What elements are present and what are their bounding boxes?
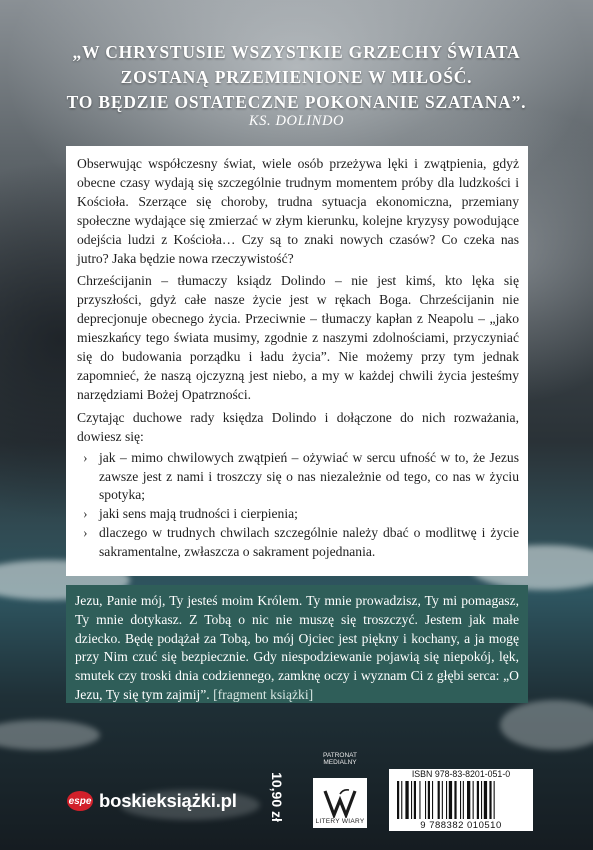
espe-logo-icon: espe bbox=[67, 791, 93, 811]
sea-foam bbox=[500, 700, 593, 750]
price-text: 10,90 zł bbox=[269, 772, 285, 822]
list-item bbox=[77, 449, 519, 506]
quote-line: ZOSTANĄ PRZEMIENIONE W MIŁOŚĆ. bbox=[120, 67, 473, 87]
list-item bbox=[77, 505, 519, 524]
media-patronage-label bbox=[316, 752, 364, 766]
cover-quote bbox=[0, 40, 593, 115]
sea-foam bbox=[0, 720, 100, 750]
isbn-barcode bbox=[389, 769, 533, 831]
list-item-text: dlaczego w trudnych chwilach szczególnie należy dbać o modlitwę i życie sakramentalne, zwłaszcza o sakrament pojednania. bbox=[99, 525, 519, 560]
list-item-text: jak – mimo chwilowych zwątpień – ożywiać w sercu ufność w to, że Jezus zawsze jest z nami i troszczy się o nas niezależnie od tego, co nas w życiu spotyka; bbox=[99, 449, 519, 503]
excerpt-box bbox=[66, 585, 528, 703]
publisher-website: boskieksiążki.pl bbox=[99, 790, 237, 811]
isbn-label: ISBN 978-83-8201-051-0 bbox=[411, 769, 511, 779]
barcode-icon bbox=[395, 781, 527, 819]
chevron-right-icon: › bbox=[83, 506, 88, 522]
list-item-text: jaki sens mają trudności i cierpienia; bbox=[99, 506, 298, 522]
excerpt-source: [fragment książki] bbox=[213, 686, 314, 702]
quote-author: KS. DOLINDO bbox=[248, 113, 345, 129]
excerpt-text: Jezu, Panie mój, Ty jesteś moim Królem. Ty mnie prowadzisz, Ty mi pomagasz, Ty mnie dotykasz. Z Tobą o nic nie muszę się troszczyć. Jestem jak małe dziecko. Będę podążał za Tobą, bo mój Ojciec jest piękny i kochany, a ja mogę przy Nim czuć się bezpiecznie. Gdy niespodziewanie pojawią się niepokój, lęk, smutek czy troski dnia codziennego, zamknę oczy i wyznam Ci z głębi serca: „O Jezu, Ty się tym zajmij”. bbox=[75, 593, 519, 702]
list-item bbox=[77, 524, 519, 562]
chevron-right-icon: › bbox=[83, 525, 88, 541]
description-paragraph: Chrześcijanin – tłumaczy ksiądz Dolindo – nie jest kimś, kto lęka się przyszłości, gdyż całe nasze życie jest w rękach Boga. Chrześcijanin nie deprecjonuje obecnego życia. Przeciwnie – tłumaczy kapłan z Neapolu – „jako mieszkańcy tego świata musimy, zgodnie z naszymi zdolnościami, przyczyniać się do budowania porządku i ładu życia”. Nie możemy przy tym jednak zapomnieć, że naszą ojczyzną jest niebo, a my w każdej chwili życia jesteśmy narzędziami Bożej Opatrzności. bbox=[77, 273, 519, 402]
litery-wiary-logo bbox=[313, 778, 367, 828]
description-panel bbox=[66, 146, 528, 576]
barcode-digits: 9 788382 010510 bbox=[420, 820, 502, 831]
media-logo-text: LITERY WIARY bbox=[315, 818, 365, 825]
patronat-line: PATRONAT bbox=[323, 752, 357, 759]
publisher-logo bbox=[67, 790, 237, 812]
patronat-line: MEDIALNY bbox=[323, 759, 357, 766]
description-paragraph: Czytając duchowe rady księdza Dolindo i dołączone do nich rozważania, dowiesz się: bbox=[77, 409, 519, 444]
quote-line: TO BĘDZIE OSTATECZNE POKONANIE SZATANA”. bbox=[66, 92, 527, 112]
w-monogram-icon bbox=[323, 788, 357, 818]
description-paragraph: Obserwując współczesny świat, wiele osób przeżywa lęki i zwątpienia, gdyż obecne czasy wydają się szczególnie trudnym momentem próby dla ludzkości i Kościoła. Szerzące się choroby, trudna sytuacja ekonomiczna, przemiany społeczne wydające się zmierzać w złym kierunku, kolejne kryzysy powodujące odejścia ludzi z Kościoła… Czy są to znaki nowych czasów? Co czeka nas jutro? Jaka będzie nowa rzeczywistość? bbox=[77, 156, 519, 266]
quote-line: „W CHRYSTUSIE WSZYSTKIE GRZECHY ŚWIATA bbox=[72, 42, 521, 62]
benefits-list bbox=[77, 449, 519, 562]
chevron-right-icon: › bbox=[83, 449, 88, 465]
price-label bbox=[270, 762, 284, 832]
